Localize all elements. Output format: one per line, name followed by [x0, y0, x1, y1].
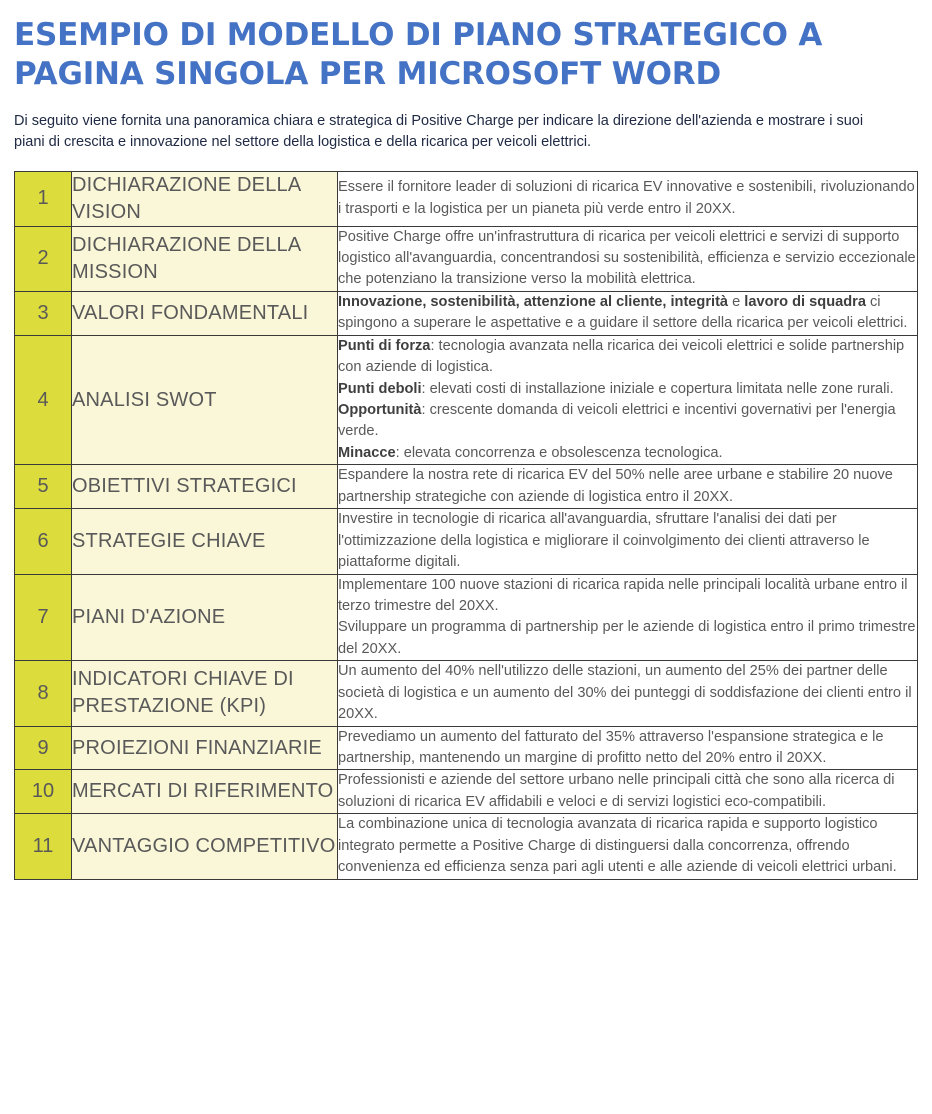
row-category-cell: PROIEZIONI FINANZIARIE [72, 726, 338, 770]
description-line [338, 661, 917, 725]
body-text: Essere il fornitore leader di soluzioni di ricarica EV innovative e sostenibili, rivoluzionando i trasporti e la logistica per un pianeta più verde entro il 20XX. [338, 179, 915, 217]
row-category-cell: VANTAGGIO COMPETITIVO [72, 814, 338, 879]
description-line [338, 465, 917, 508]
table-row [15, 226, 918, 291]
description-line [338, 617, 917, 660]
row-category-cell: PIANI D'AZIONE [72, 574, 338, 661]
row-description-cell [338, 171, 918, 226]
row-number-cell: 1 [15, 171, 72, 226]
description-line [338, 509, 917, 573]
body-text: : crescente domanda di veicoli elettrici e incentivi governativi per l'energia verde. [338, 402, 896, 440]
row-description-cell [338, 574, 918, 661]
row-description-cell [338, 661, 918, 726]
row-description-cell [338, 291, 918, 335]
row-number-cell: 7 [15, 574, 72, 661]
emphasis-text: Punti deboli [338, 380, 422, 397]
row-description-cell [338, 509, 918, 574]
row-description-cell [338, 726, 918, 770]
row-number-cell: 4 [15, 335, 72, 465]
row-number-cell: 8 [15, 661, 72, 726]
row-number-cell: 11 [15, 814, 72, 879]
table-row [15, 814, 918, 879]
row-category-cell: MERCATI DI RIFERIMENTO [72, 770, 338, 814]
emphasis-text: Minacce [338, 444, 396, 461]
description-line [338, 227, 917, 291]
description-line [338, 336, 917, 379]
row-number-cell: 5 [15, 465, 72, 509]
description-line [338, 292, 917, 335]
row-description-cell [338, 814, 918, 879]
description-line [338, 770, 917, 813]
body-text: Investire in tecnologie di ricarica all'avanguardia, sfruttare l'analisi dei dati per l'ottimizzazione della logistica e migliorare il coinvolgimento dei clienti attraverso le piattaforme digitali. [338, 511, 870, 571]
table-row [15, 465, 918, 509]
emphasis-text: Innovazione, sostenibilità, attenzione al cliente, integrità [338, 293, 729, 310]
strategic-plan-table [14, 171, 918, 880]
table-row [15, 574, 918, 661]
emphasis-text: lavoro di squadra [744, 293, 866, 310]
body-text: Positive Charge offre un'infrastruttura di ricarica per veicoli elettrici e servizi di supporto logistico all'avanguardia, concentrandosi su sostenibilità, efficienza e servizio eccezionale che potenziano la transizione verso la mobilità elettrica. [338, 228, 916, 288]
row-description-cell [338, 465, 918, 509]
emphasis-text: Punti di forza [338, 337, 431, 354]
body-text: Implementare 100 nuove stazioni di ricarica rapida nelle principali località urbane entro il terzo trimestre del 20XX. [338, 576, 908, 614]
body-text: Espandere la nostra rete di ricarica EV del 50% nelle aree urbane e stabilire 20 nuove partnership strategiche con aziende di logistica entro il 20XX. [338, 467, 893, 505]
row-number-cell: 10 [15, 770, 72, 814]
row-category-cell: INDICATORI CHIAVE DI PRESTAZIONE (KPI) [72, 661, 338, 726]
body-text: : elevata concorrenza e obsolescenza tecnologica. [395, 444, 723, 461]
table-row [15, 335, 918, 465]
table-row [15, 661, 918, 726]
row-category-cell: STRATEGIE CHIAVE [72, 509, 338, 574]
description-line [338, 814, 917, 878]
body-text: : elevati costi di installazione iniziale e copertura limitata nelle zone rurali. [421, 380, 894, 397]
body-text: Sviluppare un programma di partnership per le aziende di logistica entro il primo trimestre del 20XX. [338, 619, 916, 657]
row-number-cell: 9 [15, 726, 72, 770]
row-category-cell: DICHIARAZIONE DELLA MISSION [72, 226, 338, 291]
row-number-cell: 2 [15, 226, 72, 291]
body-text: ci spingono a superare le aspettative e a guidare il settore della ricarica per veicoli elettrici. [338, 293, 908, 332]
description-line [338, 727, 917, 770]
body-text: Professionisti e aziende del settore urbano nelle principali città che sono alla ricerca di soluzioni di ricarica EV affidabili e veloci e di servizi logistici eco-compatibili. [338, 772, 895, 810]
body-text: Prevediamo un aumento del fatturato del 35% attraverso l'espansione strategica e le partnership, mantenendo un margine di profitto netto del 20% entro il 20XX. [338, 728, 884, 767]
intro-paragraph: Di seguito viene fornita una panoramica chiara e strategica di Positive Charge per indicare la direzione dell'azienda e mostrare i suoi piani di crescita e innovazione nel settore della logistica e della ricarica per veicoli elettrici. [14, 112, 864, 150]
description-line [338, 379, 917, 400]
page-title: ESEMPIO DI MODELLO DI PIANO STRATEGICO A PAGINA SINGOLA PER MICROSOFT WORD [14, 17, 823, 92]
emphasis-text: Opportunità [338, 402, 422, 419]
row-category-cell: DICHIARAZIONE DELLA VISION [72, 171, 338, 226]
description-line [338, 443, 917, 464]
description-line [338, 400, 917, 443]
description-line [338, 177, 917, 220]
body-text: La combinazione unica di tecnologia avanzata di ricarica rapida e supporto logistico integrato permette a Positive Charge di distinguersi dalla concorrenza, offrendo convenienza ed efficienza senza pari agli utenti e alle aziende di veicoli elettrici urbani. [338, 816, 897, 876]
table-row [15, 291, 918, 335]
row-category-cell: VALORI FONDAMENTALI [72, 291, 338, 335]
body-text: : tecnologia avanzata nella ricarica dei veicoli elettrici e solide partnership con aziende di logistica. [338, 337, 905, 376]
row-number-cell: 6 [15, 509, 72, 574]
table-row [15, 726, 918, 770]
row-description-cell [338, 335, 918, 465]
row-description-cell [338, 770, 918, 814]
table-row [15, 509, 918, 574]
table-row [15, 171, 918, 226]
description-line [338, 575, 917, 618]
row-description-cell [338, 226, 918, 291]
strategic-plan-table-body [15, 171, 918, 879]
body-text: Un aumento del 40% nell'utilizzo delle stazioni, un aumento del 25% dei partner delle società di logistica e un aumento del 30% dei punteggi di soddisfazione dei clienti entro il 20XX. [338, 663, 912, 723]
row-number-cell: 3 [15, 291, 72, 335]
table-row [15, 770, 918, 814]
row-category-cell: OBIETTIVI STRATEGICI [72, 465, 338, 509]
row-category-cell: ANALISI SWOT [72, 335, 338, 465]
body-text: e [728, 293, 745, 310]
